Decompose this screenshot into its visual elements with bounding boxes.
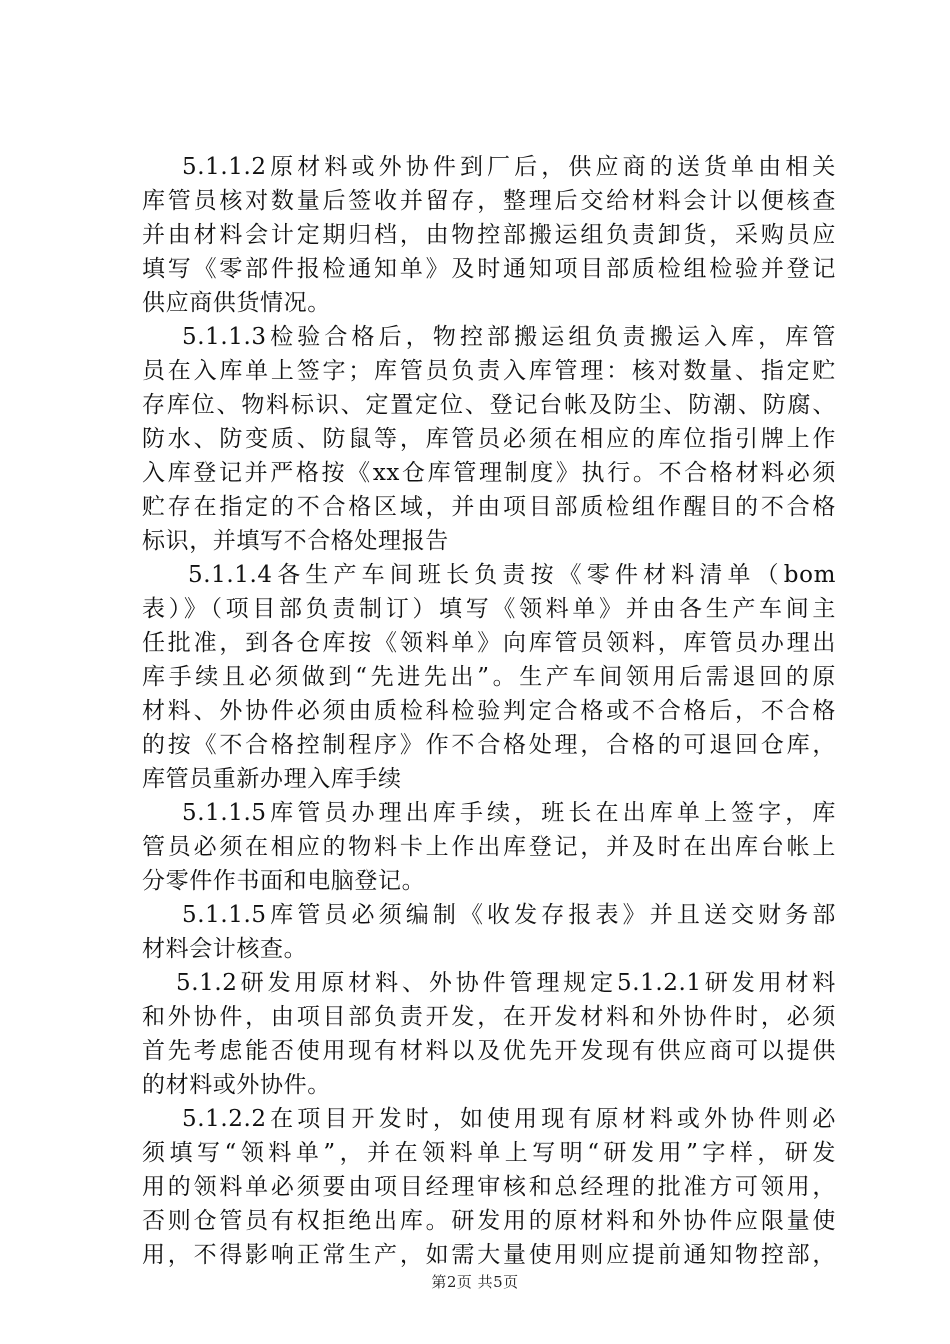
text-line: 材料、外协件必须由质检科检验判定合格或不合格后，不合格	[142, 698, 836, 724]
text-line: 5.1.1.4各生产车间班长负责按《零件材料清单（bom	[188, 562, 836, 588]
text-line: 5.1.1.5库管员办理出库手续，班长在出库单上签字，库	[182, 800, 836, 826]
text-line: 标识，并填写不合格处理报告	[142, 528, 449, 554]
text-line: 须填写“领料单”，并在领料单上写明“研发用”字样，研发	[142, 1140, 836, 1166]
text-line: 员在入库单上签字；库管员负责入库管理：核对数量、指定贮	[142, 358, 836, 384]
text-line: 5.1.1.3检验合格后，物控部搬运组负责搬运入库，库管	[182, 324, 836, 350]
text-line: 的按《不合格控制程序》作不合格处理，合格的可退回仓库，	[142, 732, 836, 758]
text-line: 库管员重新办理入库手续	[142, 766, 402, 792]
page-number: 第2页 共5页	[431, 1273, 519, 1291]
text-line: 材料会计核查。	[142, 936, 308, 962]
text-line: 5.1.2.2在项目开发时，如使用现有原材料或外协件则必	[182, 1106, 836, 1132]
text-line: 5.1.2研发用原材料、外协件管理规定5.1.2.1研发用材料	[176, 970, 836, 996]
text-line: 表）》（项目部负责制订）填写《领料单》并由各生产车间主	[142, 596, 836, 622]
text-line: 存库位、物料标识、定置定位、登记台帐及防尘、防潮、防腐、	[142, 392, 836, 418]
text-line: 供应商供货情况。	[142, 290, 331, 316]
text-line: 入库登记并严格按《xx仓库管理制度》执行。不合格材料必须	[142, 460, 836, 486]
text-line: 防水、防变质、防鼠等，库管员必须在相应的库位指引牌上作	[142, 426, 836, 452]
text-line: 库管员核对数量后签收并留存，整理后交给材料会计以便核查	[142, 188, 836, 214]
text-line: 和外协件，由项目部负责开发，在开发材料和外协件时，必须	[142, 1004, 836, 1030]
document-body	[142, 150, 836, 1272]
text-line: 填写《零部件报检通知单》及时通知项目部质检组检验并登记	[142, 256, 836, 282]
text-line: 管员必须在相应的物料卡上作出库登记，并及时在出库台帐上	[142, 834, 836, 860]
text-line: 5.1.1.5库管员必须编制《收发存报表》并且送交财务部	[182, 902, 836, 928]
text-line: 贮存在指定的不合格区域，并由项目部质检组作醒目的不合格	[142, 494, 836, 520]
text-line: 首先考虑能否使用现有材料以及优先开发现有供应商可以提供	[142, 1038, 836, 1064]
text-line: 库手续且必须做到“先进先出”。生产车间领用后需退回的原	[142, 664, 836, 690]
text-line: 的材料或外协件。	[142, 1072, 331, 1098]
text-line: 5.1.1.2原材料或外协件到厂后，供应商的送货单由相关	[182, 154, 836, 180]
text-line: 任批准，到各仓库按《领料单》向库管员领料，库管员办理出	[142, 630, 836, 656]
text-line: 并由材料会计定期归档，由物控部搬运组负责卸货，采购员应	[142, 222, 836, 248]
text-line: 分零件作书面和电脑登记。	[142, 868, 426, 894]
text-line: 用的领料单必须要由项目经理审核和总经理的批准方可领用，	[142, 1174, 836, 1200]
text-line: 否则仓管员有权拒绝出库。研发用的原材料和外协件应限量使	[142, 1208, 836, 1234]
text-line: 用，不得影响正常生产，如需大量使用则应提前通知物控部，	[142, 1242, 836, 1268]
